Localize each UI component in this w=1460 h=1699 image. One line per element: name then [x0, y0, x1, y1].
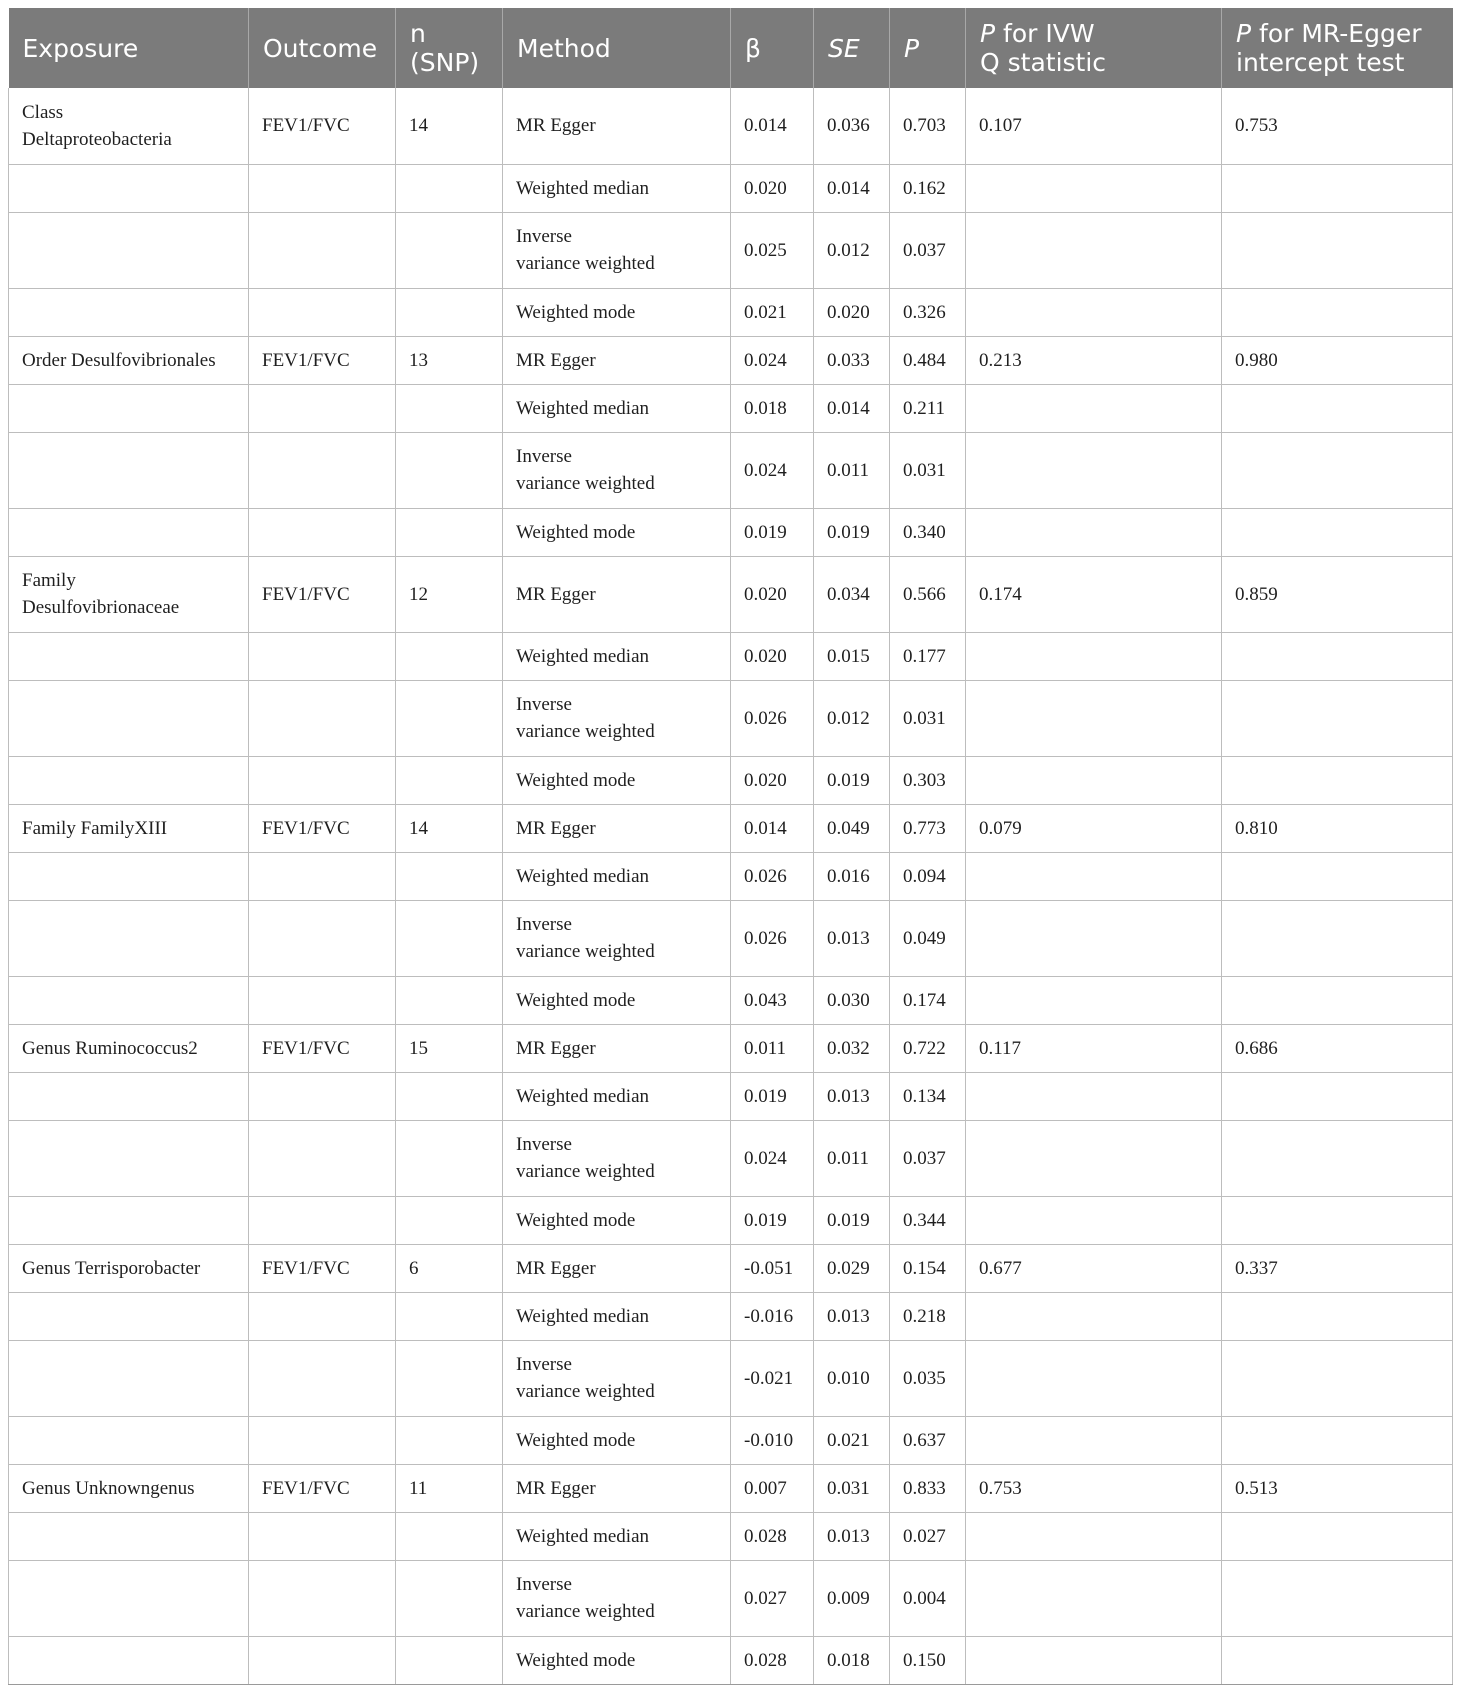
se-cell: 0.013 [814, 1512, 890, 1560]
outcome-cell [249, 508, 396, 556]
se-cell: 0.033 [814, 336, 890, 384]
p-cell: 0.484 [890, 336, 966, 384]
beta-cell: 0.020 [731, 756, 814, 804]
outcome-cell: FEV1/FVC [249, 804, 396, 852]
header-egger-intercept: P for MR-Egger intercept test [1222, 8, 1453, 88]
n-snp-cell [396, 632, 503, 680]
p-cell: 0.027 [890, 1512, 966, 1560]
exposure-cell [9, 900, 249, 976]
outcome-cell [249, 1340, 396, 1416]
outcome-cell: FEV1/FVC [249, 336, 396, 384]
ivw-q-cell [966, 432, 1222, 508]
header-se: SE [814, 8, 890, 88]
table-row [9, 1024, 1453, 1072]
exposure-cell [9, 1120, 249, 1196]
table-header [9, 8, 1453, 88]
egger-intercept-cell: 0.859 [1222, 556, 1453, 632]
exposure-cell [9, 1196, 249, 1244]
se-cell: 0.036 [814, 88, 890, 164]
outcome-cell: FEV1/FVC [249, 1464, 396, 1512]
egger-intercept-cell [1222, 852, 1453, 900]
exposure-cell [9, 976, 249, 1024]
egger-intercept-cell [1222, 1072, 1453, 1120]
p-cell: 0.004 [890, 1560, 966, 1636]
n-snp-cell: 12 [396, 556, 503, 632]
method-cell: Inverse variance weighted [503, 432, 731, 508]
beta-cell: 0.019 [731, 1072, 814, 1120]
egger-intercept-cell [1222, 1196, 1453, 1244]
p-cell: 0.031 [890, 680, 966, 756]
p-cell: 0.049 [890, 900, 966, 976]
egger-intercept-cell [1222, 900, 1453, 976]
table-row [9, 1120, 1453, 1196]
p-cell: 0.566 [890, 556, 966, 632]
exposure-cell [9, 1416, 249, 1464]
header-method: Method [503, 8, 731, 88]
ivw-q-cell [966, 1292, 1222, 1340]
beta-cell: 0.026 [731, 900, 814, 976]
ivw-q-cell [966, 976, 1222, 1024]
ivw-q-cell [966, 680, 1222, 756]
ivw-q-cell [966, 212, 1222, 288]
n-snp-cell [396, 680, 503, 756]
exposure-cell [9, 1512, 249, 1560]
n-snp-cell [396, 384, 503, 432]
ivw-q-cell [966, 756, 1222, 804]
outcome-cell [249, 432, 396, 508]
beta-cell: 0.027 [731, 1560, 814, 1636]
se-cell: 0.016 [814, 852, 890, 900]
se-cell: 0.019 [814, 1196, 890, 1244]
table-row [9, 1464, 1453, 1512]
table-row [9, 1416, 1453, 1464]
method-cell: MR Egger [503, 1464, 731, 1512]
table-row [9, 212, 1453, 288]
method-cell: Weighted mode [503, 976, 731, 1024]
ivw-q-cell [966, 508, 1222, 556]
ivw-q-cell: 0.174 [966, 556, 1222, 632]
n-snp-cell [396, 212, 503, 288]
table-row [9, 336, 1453, 384]
ivw-q-cell [966, 384, 1222, 432]
outcome-cell [249, 852, 396, 900]
se-cell: 0.014 [814, 384, 890, 432]
header-exposure: Exposure [9, 8, 249, 88]
n-snp-cell: 13 [396, 336, 503, 384]
method-cell: Weighted mode [503, 1636, 731, 1684]
n-snp-cell [396, 164, 503, 212]
p-cell: 0.218 [890, 1292, 966, 1340]
table-row [9, 756, 1453, 804]
exposure-cell [9, 384, 249, 432]
ivw-q-cell [966, 1560, 1222, 1636]
se-cell: 0.010 [814, 1340, 890, 1416]
ivw-q-cell [966, 288, 1222, 336]
table-row [9, 1636, 1453, 1684]
beta-cell: -0.010 [731, 1416, 814, 1464]
exposure-cell: Genus Unknowngenus [9, 1464, 249, 1512]
table-row [9, 804, 1453, 852]
egger-intercept-cell: 0.980 [1222, 336, 1453, 384]
n-snp-cell [396, 1560, 503, 1636]
beta-cell: 0.024 [731, 1120, 814, 1196]
beta-cell: -0.021 [731, 1340, 814, 1416]
exposure-cell: Family Desulfovibrionaceae [9, 556, 249, 632]
beta-cell: 0.028 [731, 1636, 814, 1684]
egger-intercept-cell [1222, 756, 1453, 804]
n-snp-cell: 6 [396, 1244, 503, 1292]
exposure-cell [9, 1636, 249, 1684]
exposure-cell [9, 756, 249, 804]
beta-cell: 0.020 [731, 164, 814, 212]
egger-intercept-cell: 0.337 [1222, 1244, 1453, 1292]
outcome-cell [249, 976, 396, 1024]
table-row [9, 432, 1453, 508]
beta-cell: 0.020 [731, 632, 814, 680]
outcome-cell [249, 632, 396, 680]
method-cell: Inverse variance weighted [503, 1120, 731, 1196]
se-cell: 0.032 [814, 1024, 890, 1072]
n-snp-cell [396, 432, 503, 508]
outcome-cell: FEV1/FVC [249, 1244, 396, 1292]
table-row [9, 164, 1453, 212]
method-cell: MR Egger [503, 88, 731, 164]
outcome-cell [249, 756, 396, 804]
table-row [9, 1196, 1453, 1244]
p-cell: 0.637 [890, 1416, 966, 1464]
outcome-cell [249, 1512, 396, 1560]
outcome-cell [249, 1072, 396, 1120]
n-snp-cell: 15 [396, 1024, 503, 1072]
p-cell: 0.174 [890, 976, 966, 1024]
n-snp-cell [396, 900, 503, 976]
egger-intercept-cell [1222, 384, 1453, 432]
outcome-cell [249, 900, 396, 976]
ivw-q-cell: 0.753 [966, 1464, 1222, 1512]
beta-cell: 0.025 [731, 212, 814, 288]
n-snp-cell: 14 [396, 88, 503, 164]
ivw-q-cell: 0.107 [966, 88, 1222, 164]
ivw-q-cell [966, 164, 1222, 212]
beta-cell: 0.021 [731, 288, 814, 336]
ivw-q-cell: 0.213 [966, 336, 1222, 384]
egger-intercept-cell [1222, 1416, 1453, 1464]
se-cell: 0.034 [814, 556, 890, 632]
outcome-cell [249, 164, 396, 212]
ivw-q-cell: 0.117 [966, 1024, 1222, 1072]
table-row [9, 384, 1453, 432]
ivw-q-cell [966, 632, 1222, 680]
beta-cell: 0.014 [731, 804, 814, 852]
se-cell: 0.014 [814, 164, 890, 212]
n-snp-cell [396, 1072, 503, 1120]
method-cell: Weighted median [503, 632, 731, 680]
se-cell: 0.049 [814, 804, 890, 852]
table-row [9, 632, 1453, 680]
outcome-cell: FEV1/FVC [249, 88, 396, 164]
p-cell: 0.037 [890, 1120, 966, 1196]
outcome-cell [249, 1416, 396, 1464]
table-row [9, 680, 1453, 756]
exposure-cell: Family FamilyXIII [9, 804, 249, 852]
ivw-q-cell [966, 1072, 1222, 1120]
method-cell: Weighted mode [503, 756, 731, 804]
outcome-cell [249, 288, 396, 336]
method-cell: Inverse variance weighted [503, 900, 731, 976]
n-snp-cell [396, 976, 503, 1024]
ivw-q-cell [966, 852, 1222, 900]
method-cell: Weighted median [503, 384, 731, 432]
table-row [9, 508, 1453, 556]
beta-cell: 0.026 [731, 852, 814, 900]
table-row [9, 1244, 1453, 1292]
se-cell: 0.013 [814, 900, 890, 976]
egger-intercept-cell [1222, 508, 1453, 556]
outcome-cell: FEV1/FVC [249, 1024, 396, 1072]
beta-cell: -0.051 [731, 1244, 814, 1292]
exposure-cell [9, 852, 249, 900]
n-snp-cell [396, 1120, 503, 1196]
outcome-cell [249, 212, 396, 288]
method-cell: Weighted mode [503, 1416, 731, 1464]
p-cell: 0.134 [890, 1072, 966, 1120]
egger-intercept-cell [1222, 432, 1453, 508]
method-cell: MR Egger [503, 1024, 731, 1072]
method-cell: Weighted median [503, 1512, 731, 1560]
p-cell: 0.094 [890, 852, 966, 900]
table-row [9, 288, 1453, 336]
table-body [9, 88, 1453, 1684]
beta-cell: 0.043 [731, 976, 814, 1024]
egger-intercept-cell: 0.513 [1222, 1464, 1453, 1512]
n-snp-cell [396, 1196, 503, 1244]
exposure-cell: Class Deltaproteobacteria [9, 88, 249, 164]
n-snp-cell [396, 508, 503, 556]
beta-cell: 0.024 [731, 336, 814, 384]
egger-intercept-cell [1222, 164, 1453, 212]
egger-intercept-cell [1222, 1636, 1453, 1684]
se-cell: 0.030 [814, 976, 890, 1024]
p-cell: 0.037 [890, 212, 966, 288]
beta-cell: 0.019 [731, 1196, 814, 1244]
method-cell: MR Egger [503, 1244, 731, 1292]
method-cell: Inverse variance weighted [503, 1560, 731, 1636]
n-snp-cell: 11 [396, 1464, 503, 1512]
ivw-q-cell [966, 1512, 1222, 1560]
beta-cell: 0.026 [731, 680, 814, 756]
header-outcome: Outcome [249, 8, 396, 88]
exposure-cell: Order Desulfovibrionales [9, 336, 249, 384]
se-cell: 0.031 [814, 1464, 890, 1512]
beta-cell: -0.016 [731, 1292, 814, 1340]
egger-intercept-cell [1222, 288, 1453, 336]
exposure-cell [9, 508, 249, 556]
p-cell: 0.344 [890, 1196, 966, 1244]
beta-cell: 0.011 [731, 1024, 814, 1072]
n-snp-cell [396, 288, 503, 336]
n-snp-cell: 14 [396, 804, 503, 852]
header-n-snp: n (SNP) [396, 8, 503, 88]
method-cell: Weighted mode [503, 288, 731, 336]
ivw-q-cell [966, 1416, 1222, 1464]
table-row [9, 1072, 1453, 1120]
n-snp-cell [396, 1292, 503, 1340]
exposure-cell [9, 1560, 249, 1636]
egger-intercept-cell: 0.753 [1222, 88, 1453, 164]
ivw-q-cell [966, 1196, 1222, 1244]
egger-intercept-cell [1222, 1340, 1453, 1416]
outcome-cell [249, 1636, 396, 1684]
method-cell: Weighted median [503, 164, 731, 212]
p-cell: 0.035 [890, 1340, 966, 1416]
n-snp-cell [396, 756, 503, 804]
header-row [9, 8, 1453, 88]
p-cell: 0.154 [890, 1244, 966, 1292]
egger-intercept-cell [1222, 212, 1453, 288]
table-row [9, 1292, 1453, 1340]
p-cell: 0.326 [890, 288, 966, 336]
se-cell: 0.029 [814, 1244, 890, 1292]
header-p: P [890, 8, 966, 88]
p-cell: 0.162 [890, 164, 966, 212]
n-snp-cell [396, 1340, 503, 1416]
egger-intercept-cell [1222, 1292, 1453, 1340]
method-cell: Weighted median [503, 852, 731, 900]
method-cell: Weighted median [503, 1292, 731, 1340]
exposure-cell [9, 288, 249, 336]
p-cell: 0.211 [890, 384, 966, 432]
egger-intercept-cell [1222, 1512, 1453, 1560]
p-cell: 0.303 [890, 756, 966, 804]
p-cell: 0.833 [890, 1464, 966, 1512]
method-cell: MR Egger [503, 804, 731, 852]
egger-intercept-cell: 0.810 [1222, 804, 1453, 852]
table-row [9, 556, 1453, 632]
se-cell: 0.019 [814, 756, 890, 804]
exposure-cell: Genus Ruminococcus2 [9, 1024, 249, 1072]
p-cell: 0.722 [890, 1024, 966, 1072]
se-cell: 0.013 [814, 1292, 890, 1340]
p-cell: 0.703 [890, 88, 966, 164]
table-row [9, 1560, 1453, 1636]
se-cell: 0.011 [814, 432, 890, 508]
se-cell: 0.015 [814, 632, 890, 680]
beta-cell: 0.024 [731, 432, 814, 508]
se-cell: 0.021 [814, 1416, 890, 1464]
method-cell: Weighted median [503, 1072, 731, 1120]
ivw-q-cell [966, 900, 1222, 976]
exposure-cell: Genus Terrisporobacter [9, 1244, 249, 1292]
exposure-cell [9, 432, 249, 508]
egger-intercept-cell: 0.686 [1222, 1024, 1453, 1072]
method-cell: Inverse variance weighted [503, 212, 731, 288]
method-cell: MR Egger [503, 556, 731, 632]
method-cell: MR Egger [503, 336, 731, 384]
method-cell: Weighted mode [503, 508, 731, 556]
table-row [9, 852, 1453, 900]
method-cell: Inverse variance weighted [503, 680, 731, 756]
beta-cell: 0.020 [731, 556, 814, 632]
beta-cell: 0.028 [731, 1512, 814, 1560]
beta-cell: 0.014 [731, 88, 814, 164]
egger-intercept-cell [1222, 680, 1453, 756]
header-ivw-q: P for IVW Q statistic [966, 8, 1222, 88]
p-cell: 0.177 [890, 632, 966, 680]
p-cell: 0.340 [890, 508, 966, 556]
egger-intercept-cell [1222, 976, 1453, 1024]
table-row [9, 1512, 1453, 1560]
method-cell: Inverse variance weighted [503, 1340, 731, 1416]
ivw-q-cell: 0.079 [966, 804, 1222, 852]
n-snp-cell [396, 1416, 503, 1464]
ivw-q-cell [966, 1120, 1222, 1196]
exposure-cell [9, 1340, 249, 1416]
se-cell: 0.012 [814, 680, 890, 756]
method-cell: Weighted mode [503, 1196, 731, 1244]
outcome-cell [249, 680, 396, 756]
se-cell: 0.011 [814, 1120, 890, 1196]
egger-intercept-cell [1222, 1560, 1453, 1636]
table-row [9, 1340, 1453, 1416]
outcome-cell [249, 1292, 396, 1340]
ivw-q-cell: 0.677 [966, 1244, 1222, 1292]
exposure-cell [9, 1292, 249, 1340]
se-cell: 0.013 [814, 1072, 890, 1120]
p-cell: 0.031 [890, 432, 966, 508]
exposure-cell [9, 632, 249, 680]
se-cell: 0.018 [814, 1636, 890, 1684]
table-row [9, 976, 1453, 1024]
ivw-q-cell [966, 1340, 1222, 1416]
outcome-cell [249, 1196, 396, 1244]
outcome-cell [249, 384, 396, 432]
n-snp-cell [396, 852, 503, 900]
egger-intercept-cell [1222, 1120, 1453, 1196]
se-cell: 0.009 [814, 1560, 890, 1636]
se-cell: 0.019 [814, 508, 890, 556]
outcome-cell: FEV1/FVC [249, 556, 396, 632]
beta-cell: 0.019 [731, 508, 814, 556]
n-snp-cell [396, 1512, 503, 1560]
exposure-cell [9, 212, 249, 288]
header-beta: β [731, 8, 814, 88]
ivw-q-cell [966, 1636, 1222, 1684]
se-cell: 0.020 [814, 288, 890, 336]
p-cell: 0.773 [890, 804, 966, 852]
outcome-cell [249, 1560, 396, 1636]
beta-cell: 0.007 [731, 1464, 814, 1512]
beta-cell: 0.018 [731, 384, 814, 432]
n-snp-cell [396, 1636, 503, 1684]
exposure-cell [9, 164, 249, 212]
outcome-cell [249, 1120, 396, 1196]
exposure-cell [9, 680, 249, 756]
se-cell: 0.012 [814, 212, 890, 288]
p-cell: 0.150 [890, 1636, 966, 1684]
exposure-cell [9, 1072, 249, 1120]
table-row [9, 900, 1453, 976]
mr-results-table [8, 8, 1453, 1685]
table-row [9, 88, 1453, 164]
egger-intercept-cell [1222, 632, 1453, 680]
